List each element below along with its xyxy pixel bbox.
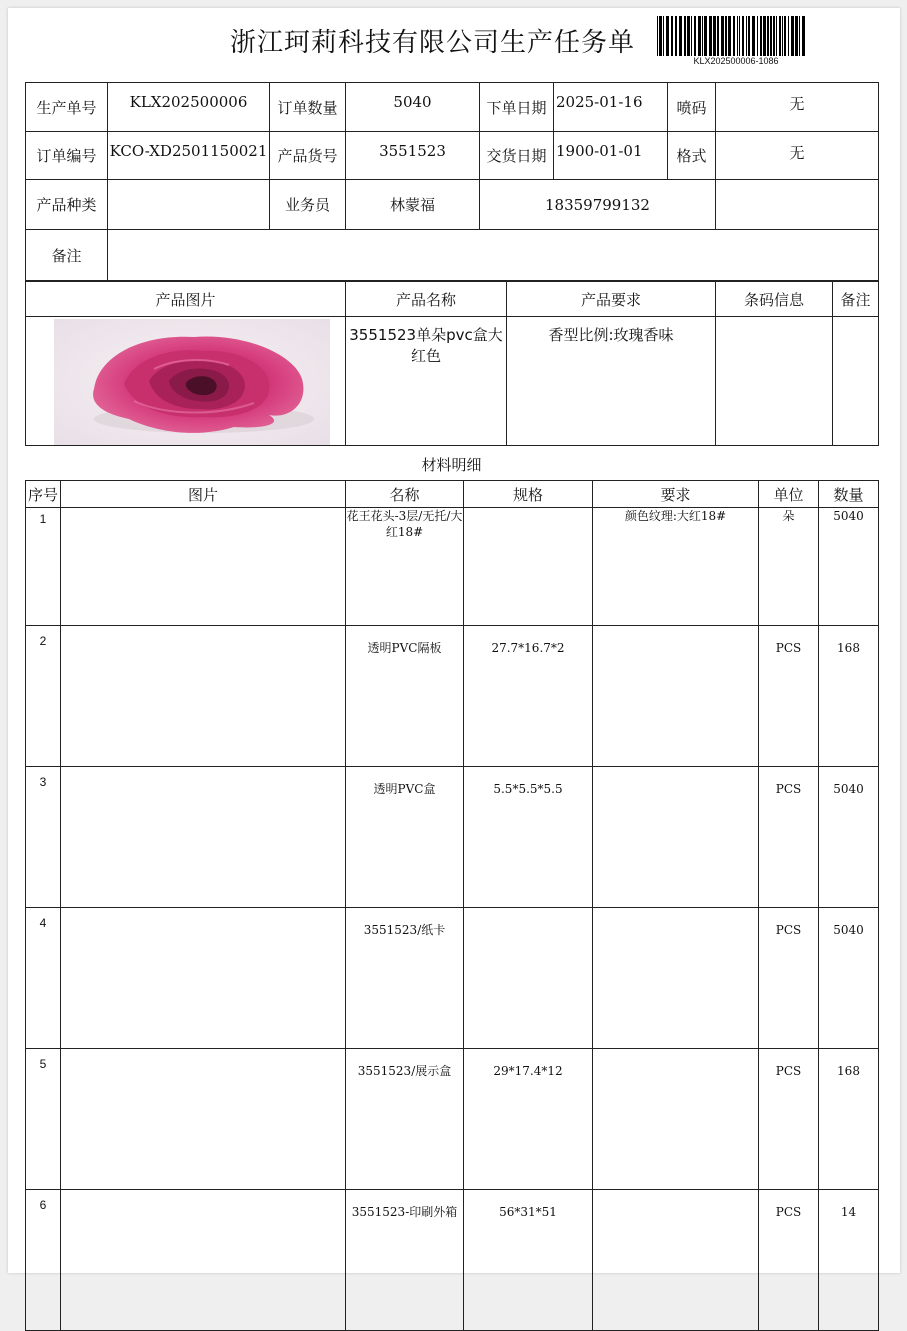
order-qty-value: 5040 (346, 83, 480, 132)
product-type-label: 产品种类 (26, 180, 108, 230)
barcode-bar (684, 16, 686, 56)
salesperson-phone: 18359799132 (480, 180, 716, 230)
row-image (61, 1190, 346, 1331)
row-no: 6 (26, 1190, 61, 1331)
spray-code-value: 无 (716, 83, 879, 132)
barcode-bar (702, 16, 703, 56)
row-no: 4 (26, 908, 61, 1049)
row-unit: PCS (759, 626, 819, 767)
row-spec: 5.5*5.5*5.5 (464, 767, 593, 908)
barcode-bar (795, 16, 798, 56)
row-name: 透明PVC盒 (346, 767, 464, 908)
barcode-info-header: 条码信息 (716, 282, 833, 317)
row-name: 3551523-印刷外箱 (346, 1190, 464, 1331)
row-no: 2 (26, 626, 61, 767)
barcode-bar (666, 16, 669, 56)
barcode-bar (733, 16, 735, 56)
table-row (26, 626, 879, 767)
col-header-name: 名称 (346, 481, 464, 508)
barcode-bar (748, 16, 750, 56)
barcode-bar (757, 16, 758, 56)
row-requirement: 颜色纹理:大红18# (593, 508, 759, 626)
production-no-value: KLX202500006 (108, 83, 270, 132)
product-code-value: 3551523 (346, 132, 480, 180)
barcode-bar (799, 16, 800, 56)
product-image-header: 产品图片 (26, 282, 346, 317)
spray-code-label: 喷码 (668, 83, 716, 132)
row-requirement (593, 1190, 759, 1331)
col-header-spec: 规格 (464, 481, 593, 508)
row-name: 3551523/展示盒 (346, 1049, 464, 1190)
row-unit: PCS (759, 1190, 819, 1331)
product-type-value (108, 180, 270, 230)
row-image (61, 626, 346, 767)
document-title: 浙江珂莉科技有限公司生产任务单 (230, 28, 636, 58)
col-header-requirement: 要求 (593, 481, 759, 508)
order-date-value: 2025-01-16 (554, 83, 668, 132)
order-no-value: KCO-XD2501150021 (108, 132, 270, 180)
row-requirement (593, 626, 759, 767)
row-spec: 56*31*51 (464, 1190, 593, 1331)
barcode-bar (767, 16, 769, 56)
barcode-bar (776, 16, 777, 56)
row-unit: PCS (759, 908, 819, 1049)
barcode-image (656, 16, 806, 56)
barcode-bar (675, 16, 677, 56)
col-header-image: 图片 (61, 481, 346, 508)
barcode-bar (784, 16, 786, 56)
row-name: 花王花头-3层/无托/大红18# (346, 508, 464, 626)
product-remark-value (833, 317, 879, 446)
col-header-no: 序号 (26, 481, 61, 508)
materials-table (25, 480, 879, 1331)
row-qty: 5040 (819, 767, 879, 908)
barcode-bar (763, 16, 766, 56)
row-no: 3 (26, 767, 61, 908)
barcode-bar (671, 16, 673, 56)
barcode-bar (752, 16, 755, 56)
row-spec (464, 508, 593, 626)
col-header-unit: 单位 (759, 481, 819, 508)
barcode-bar (728, 16, 731, 56)
barcode-bar (791, 16, 794, 56)
barcode-bar (721, 16, 724, 56)
row-unit: PCS (759, 767, 819, 908)
production-no-label: 生产单号 (26, 83, 108, 132)
row-requirement (593, 1049, 759, 1190)
row-qty: 168 (819, 626, 879, 767)
row-name: 3551523/纸卡 (346, 908, 464, 1049)
empty-cell (716, 180, 879, 230)
product-code-label: 产品货号 (270, 132, 346, 180)
row-requirement (593, 908, 759, 1049)
row-unit: 朵 (759, 508, 819, 626)
barcode-bar (704, 16, 707, 56)
barcode-bar (782, 16, 783, 56)
col-header-qty: 数量 (819, 481, 879, 508)
barcode-bar (713, 16, 716, 56)
table-row (26, 908, 879, 1049)
row-spec (464, 908, 593, 1049)
row-image (61, 1049, 346, 1190)
format-label: 格式 (668, 132, 716, 180)
barcode-bar (746, 16, 747, 56)
barcode-bar (663, 16, 664, 56)
row-name: 透明PVC隔板 (346, 626, 464, 767)
delivery-date-value: 1900-01-01 (554, 132, 668, 180)
barcode-bar (802, 16, 805, 56)
barcode-bar (737, 16, 738, 56)
barcode-text: KLX202500006-1086 (693, 56, 779, 66)
barcode-bar (657, 16, 658, 56)
table-row (26, 508, 879, 626)
product-requirement-header: 产品要求 (507, 282, 716, 317)
barcode-bar (687, 16, 690, 56)
row-no: 5 (26, 1049, 61, 1190)
row-requirement (593, 767, 759, 908)
row-image (61, 908, 346, 1049)
barcode-info-value (716, 317, 833, 446)
product-image-cell (26, 317, 346, 446)
format-value: 无 (716, 132, 879, 180)
barcode-bar (717, 16, 719, 56)
row-spec: 27.7*16.7*2 (464, 626, 593, 767)
barcode-bar (788, 16, 789, 56)
table-row (26, 1049, 879, 1190)
barcode-bar (691, 16, 692, 56)
row-unit: PCS (759, 1049, 819, 1190)
remark-value (108, 230, 879, 281)
row-no: 1 (26, 508, 61, 626)
barcode-bar (694, 16, 696, 56)
barcode-bar (659, 16, 662, 56)
order-info-table (25, 82, 879, 281)
barcode-bar (773, 16, 775, 56)
row-image (61, 767, 346, 908)
row-qty: 168 (819, 1049, 879, 1190)
barcode-bar (742, 16, 744, 56)
product-remark-header: 备注 (833, 282, 879, 317)
materials-caption: 材料明细 (421, 456, 482, 474)
product-table (25, 281, 879, 446)
rose-product-image (54, 319, 330, 445)
remark-label: 备注 (26, 230, 108, 281)
barcode-bar (770, 16, 772, 56)
barcode-bar (739, 16, 740, 56)
salesperson-value: 林蒙福 (346, 180, 480, 230)
row-image (61, 508, 346, 626)
row-qty: 5040 (819, 508, 879, 626)
barcode-bar (679, 16, 682, 56)
order-date-label: 下单日期 (480, 83, 554, 132)
barcode-bar (760, 16, 762, 56)
salesperson-label: 业务员 (270, 180, 346, 230)
barcode-bar (725, 16, 727, 56)
product-name-value: 3551523单朵pvc盒大红色 (346, 317, 507, 446)
product-requirement-value: 香型比例:玫瑰香味 (507, 317, 716, 446)
barcode-bar (779, 16, 781, 56)
row-qty: 5040 (819, 908, 879, 1049)
row-spec: 29*17.4*12 (464, 1049, 593, 1190)
table-row (26, 1190, 879, 1331)
barcode-bar (698, 16, 701, 56)
order-qty-label: 订单数量 (270, 83, 346, 132)
delivery-date-label: 交货日期 (480, 132, 554, 180)
order-no-label: 订单编号 (26, 132, 108, 180)
row-qty: 14 (819, 1190, 879, 1331)
barcode-bar (709, 16, 712, 56)
table-row (26, 767, 879, 908)
product-name-header: 产品名称 (346, 282, 507, 317)
